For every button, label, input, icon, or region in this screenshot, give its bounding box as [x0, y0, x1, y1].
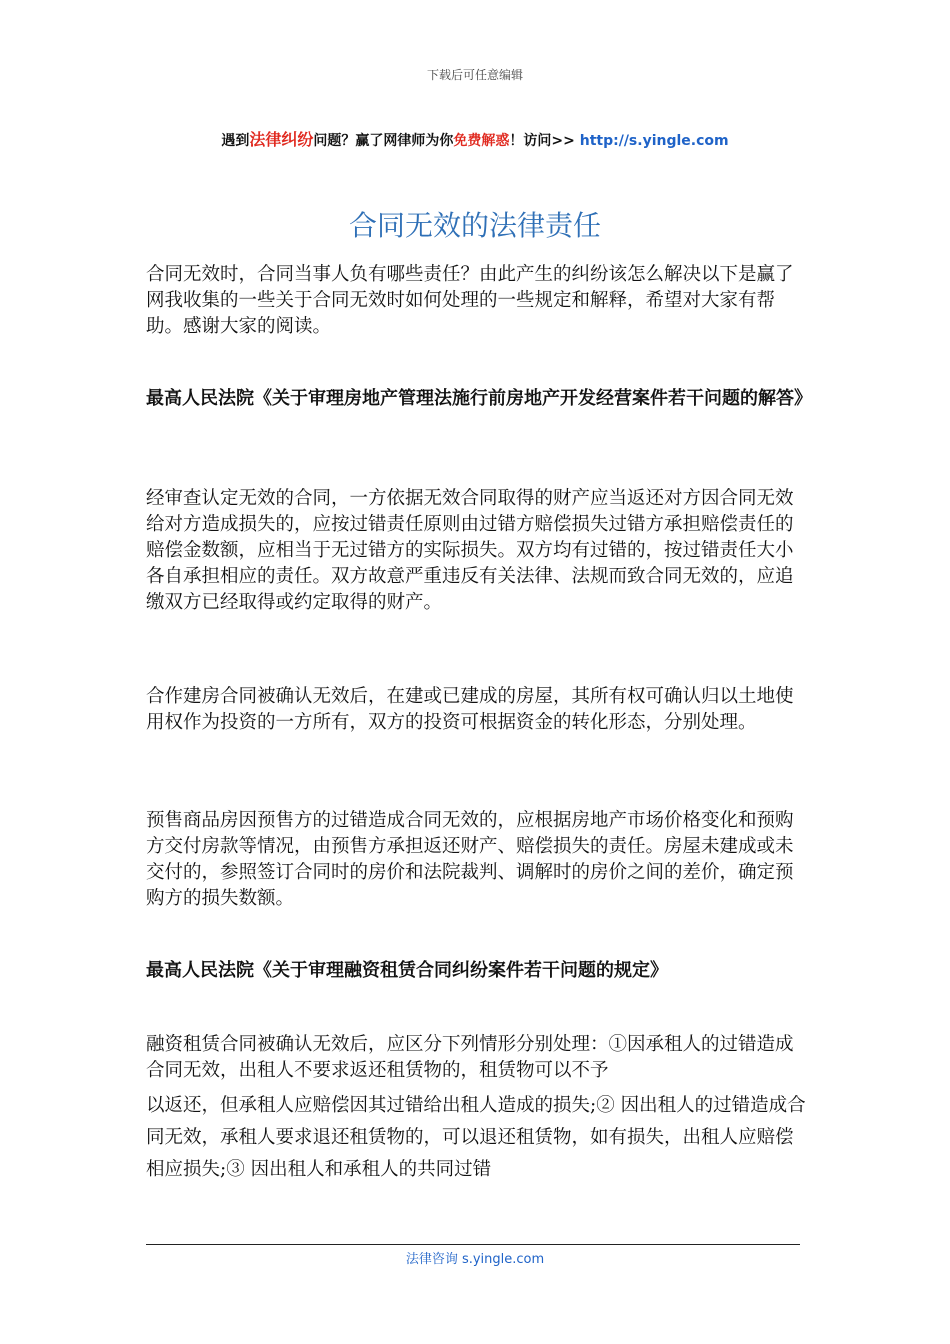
promo-banner	[0, 127, 950, 150]
promo-highlight: 法律纠纷	[249, 130, 314, 149]
promo-free: 免费解惑	[453, 133, 510, 149]
footer-link[interactable]: 法律咨询 s.yingle.com	[405, 1252, 545, 1267]
promo-suffix: ！访问>>	[509, 133, 580, 149]
header-note: 下载后可任意编辑	[426, 68, 523, 82]
paragraph-2: 合作建房合同被确认无效后，在建或已建成的房屋，其所有权可确认归以土地使用权作为投资的一方所有，双方的投资可根据资金的转化形态，分别处理。	[146, 686, 794, 733]
paragraph-4-part-2: 以返还，但承租人应赔偿因其过错给出租人造成的损失;② 因出租人的过错造成合同无效，承租人要求退还租赁物的，可以退还租赁物，如有损失，出租人应赔偿相应损失;③ 因出租人和承租人的共同过错	[146, 1095, 806, 1180]
intro-paragraph: 合同无效时，合同当事人负有哪些责任？由此产生的纠纷该怎么解决以下是赢了网我收集的一些关于合同无效时如何处理的一些规定和解释，希望对大家有帮助。感谢大家的阅读。	[146, 264, 794, 337]
paragraph-1: 经审查认定无效的合同，一方依据无效合同取得的财产应当返还对方因合同无效给对方造成损失的，应按过错责任原则由过错方赔偿损失过错方承担赔偿责任的赔偿金数额，应相当于无过错方的实际损失。双方均有过错的，按过错责任大小各自承担相应的责任。双方故意严重违反有关法律、法规而致合同无效的，应追缴双方已经取得或约定取得的财产。	[146, 488, 794, 613]
section-heading-2: 最高人民法院《关于审理融资租赁合同纠纷案件若干问题的规定》	[146, 960, 668, 981]
promo-middle: 问题？赢了网律师为你	[313, 133, 454, 149]
paragraph-3: 预售商品房因预售方的过错造成合同无效的，应根据房地产市场价格变化和预购方交付房款等情况，由预售方承担返还财产、赔偿损失的责任。房屋未建成或未交付的，参照签订合同时的房价和法院裁判、调解时的房价之间的差价，确定预购方的损失数额。	[146, 810, 794, 909]
section-heading-1: 最高人民法院《关于审理房地产管理法施行前房地产开发经营案件若干问题的解答》	[146, 388, 812, 409]
promo-prefix: 遇到	[221, 133, 250, 149]
footer-divider	[146, 1244, 800, 1245]
promo-link[interactable]: http://s.yingle.com	[579, 133, 729, 149]
paragraph-4-part-1: 融资租赁合同被确认无效后，应区分下列情形分别处理：①因承租人的过错造成合同无效，出租人不要求返还租赁物的，租赁物可以不予	[146, 1034, 794, 1081]
document-title: 合同无效的法律责任	[348, 209, 601, 242]
